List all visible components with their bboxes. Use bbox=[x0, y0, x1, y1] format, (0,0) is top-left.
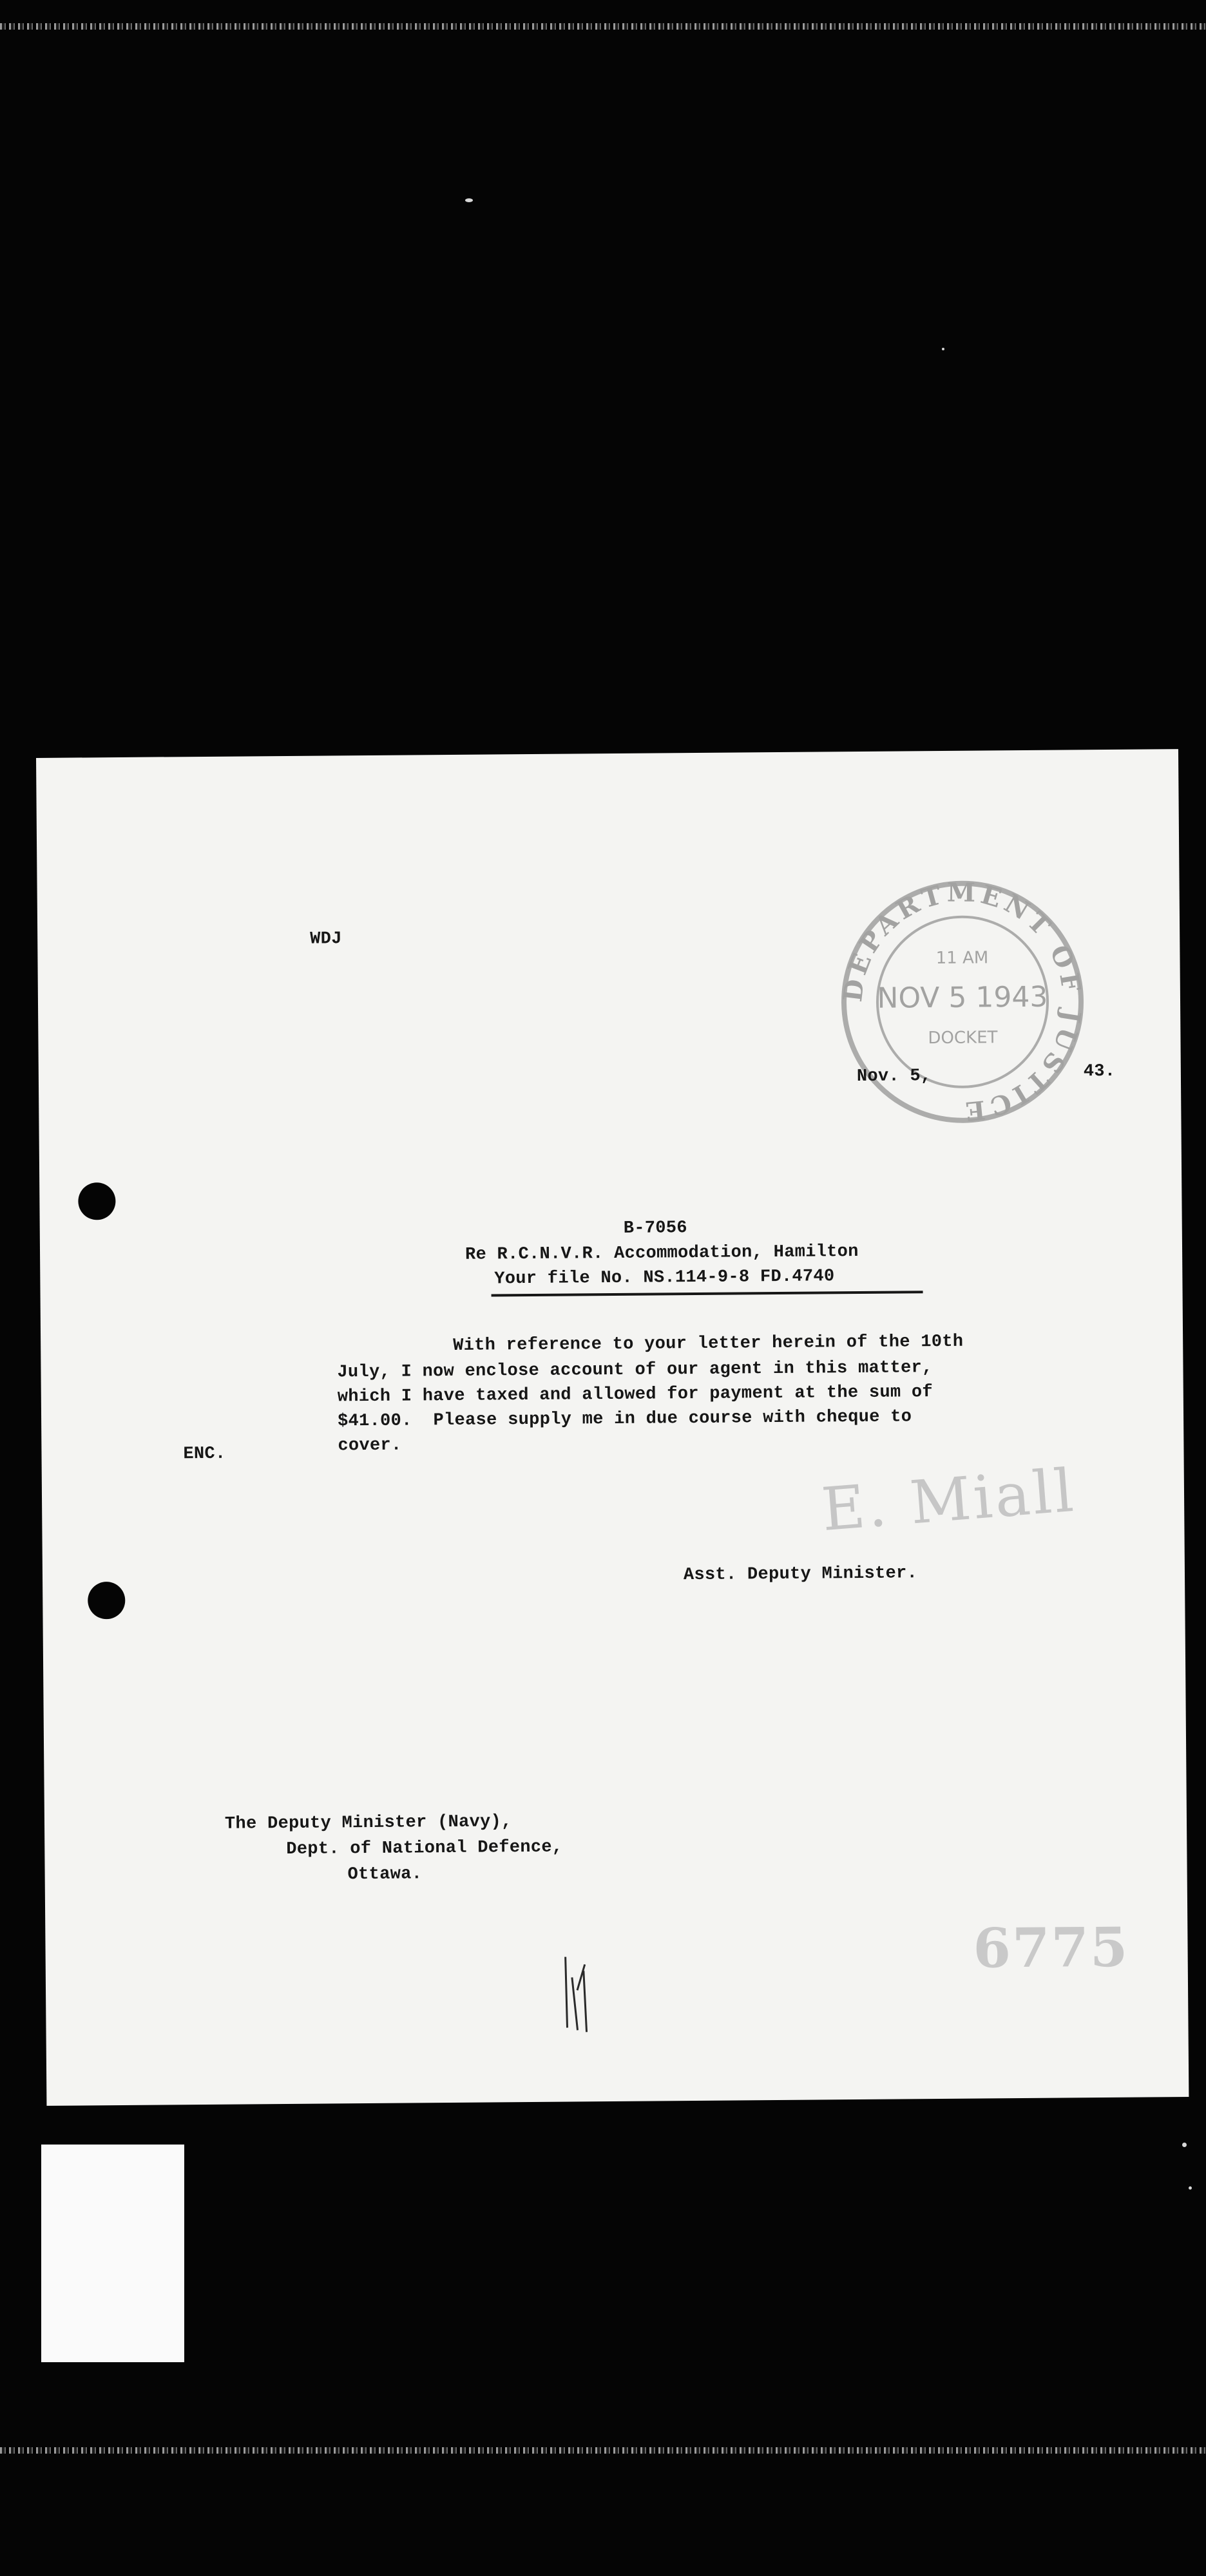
stamp-organization: DEPARTMENT OF JUSTICE bbox=[837, 877, 1087, 1127]
received-date-stamp bbox=[832, 872, 1092, 1132]
file-reference: Your file No. NS.114-9-8 FD.4740 bbox=[494, 1267, 835, 1289]
body-line: which I have taxed and allowed for payment at the sum of bbox=[337, 1383, 933, 1407]
signature: E. Miall bbox=[819, 1455, 1078, 1545]
body-line: $41.00. Please supply me in due course with cheque to bbox=[337, 1407, 912, 1432]
dust-speck bbox=[942, 348, 944, 350]
body-line: With reference to your letter herein of the 10th bbox=[453, 1332, 964, 1356]
dust-speck bbox=[1189, 2186, 1192, 2190]
dust-speck bbox=[1182, 2143, 1187, 2147]
body-line: July, I now enclose account of our agent in this matter, bbox=[337, 1358, 933, 1383]
punch-hole-bottom bbox=[88, 1582, 125, 1619]
white-card bbox=[41, 2145, 184, 2362]
stamp-label: DOCKET bbox=[928, 1028, 998, 1048]
film-edge-bottom bbox=[0, 2447, 1206, 2454]
handwritten-initial-mark bbox=[558, 1951, 597, 2035]
letter-date: Nov. 5, bbox=[856, 1066, 932, 1087]
film-edge-top bbox=[0, 23, 1206, 30]
file-number-stamp: 6775 bbox=[973, 1915, 1129, 1980]
addressee-line: The Deputy Minister (Navy), bbox=[224, 1812, 512, 1834]
body-line: cover. bbox=[338, 1435, 402, 1456]
punch-hole-top bbox=[78, 1182, 115, 1220]
letter-year: 43. bbox=[1083, 1061, 1116, 1082]
subject-line: Re R.C.N.V.R. Accommodation, Hamilton bbox=[464, 1242, 859, 1265]
dust-speck bbox=[465, 198, 473, 202]
letter-page bbox=[36, 749, 1189, 2106]
addressee-line: Ottawa. bbox=[347, 1864, 423, 1885]
typist-initials: WDJ bbox=[310, 929, 342, 949]
stamp-date: NOV 5 1943 bbox=[877, 980, 1048, 1015]
signatory-title: Asst. Deputy Minister. bbox=[683, 1564, 918, 1586]
file-reference-underline bbox=[492, 1291, 923, 1296]
stamp-time: 11 AM bbox=[935, 948, 989, 969]
addressee-line: Dept. of National Defence, bbox=[286, 1837, 563, 1860]
enclosure-note: ENC. bbox=[183, 1444, 226, 1464]
reference-number: B-7056 bbox=[623, 1218, 687, 1238]
